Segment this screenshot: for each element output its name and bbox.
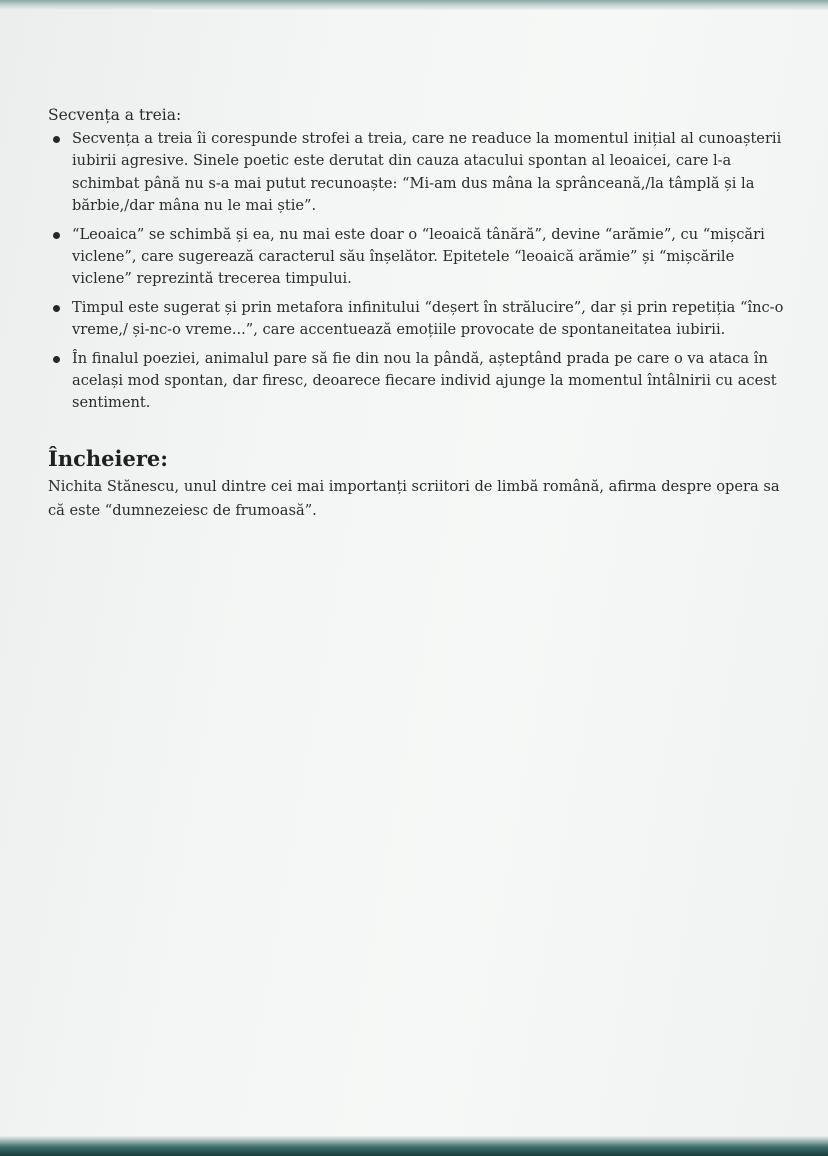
bullet-text: În finalul poeziei, animalul pare să fie din nou la pândă, așteptând prada pe care o va ataca în același mod spontan, dar firesc, deoarece fiecare individ ajunge la momentul întâlnirii cu acest sentiment. [72, 349, 777, 412]
bullet-text: Timpul este sugerat și prin metafora infinitului “deșert în strălucire”, dar și prin repetiția “înc-o vreme,/ și-nc-o vreme...”, care accentuează emoțiile provocate de spontaneitatea iubirii. [72, 298, 784, 339]
conclusion-paragraph: Nichita Stănescu, unul dintre cei mai importanți scriitori de limbă română, afirma despre opera sa că este “dumnezeiesc de frumoasă”. [48, 477, 780, 519]
bullet-text: “Leoaica” se schimbă și ea, nu mai este doar o “leoaică tânără”, devine “arămie”, cu “mișcări viclene”, care sugerează caracterul său înșelător. Epitetele “leoaică arămie” și “mișcările viclene” reprezintă trecerea timpului. [72, 225, 765, 288]
document-body [48, 104, 784, 523]
bullet-item [48, 224, 784, 291]
bullet-text: Secvența a treia îi corespunde strofei a treia, care ne readuce la momentul inițial al cunoașterii iubirii agresive. Sinele poetic este derutat din cauza atacului spontan al leoaicei, care l-a schimbat până nu s-a mai putut recunoaște: “Mi-am dus mâna la sprânceană,/la tâmplă și la bărbie,/dar mâna nu le mai știe”. [72, 130, 782, 215]
bullet-item [48, 128, 784, 218]
bullet-dot-icon [53, 136, 60, 143]
bullet-dot-icon [53, 305, 60, 312]
bullet-item [48, 297, 784, 342]
bullet-item [48, 348, 784, 415]
bullet-dot-icon [53, 356, 60, 363]
conclusion-heading: Încheiere: [48, 445, 169, 471]
bullet-dot-icon [53, 232, 60, 239]
section-label: Secvența a treia: [48, 106, 182, 124]
page-top-edge [0, 0, 828, 10]
page-bottom-edge [0, 1136, 828, 1156]
bullet-list [48, 128, 784, 415]
